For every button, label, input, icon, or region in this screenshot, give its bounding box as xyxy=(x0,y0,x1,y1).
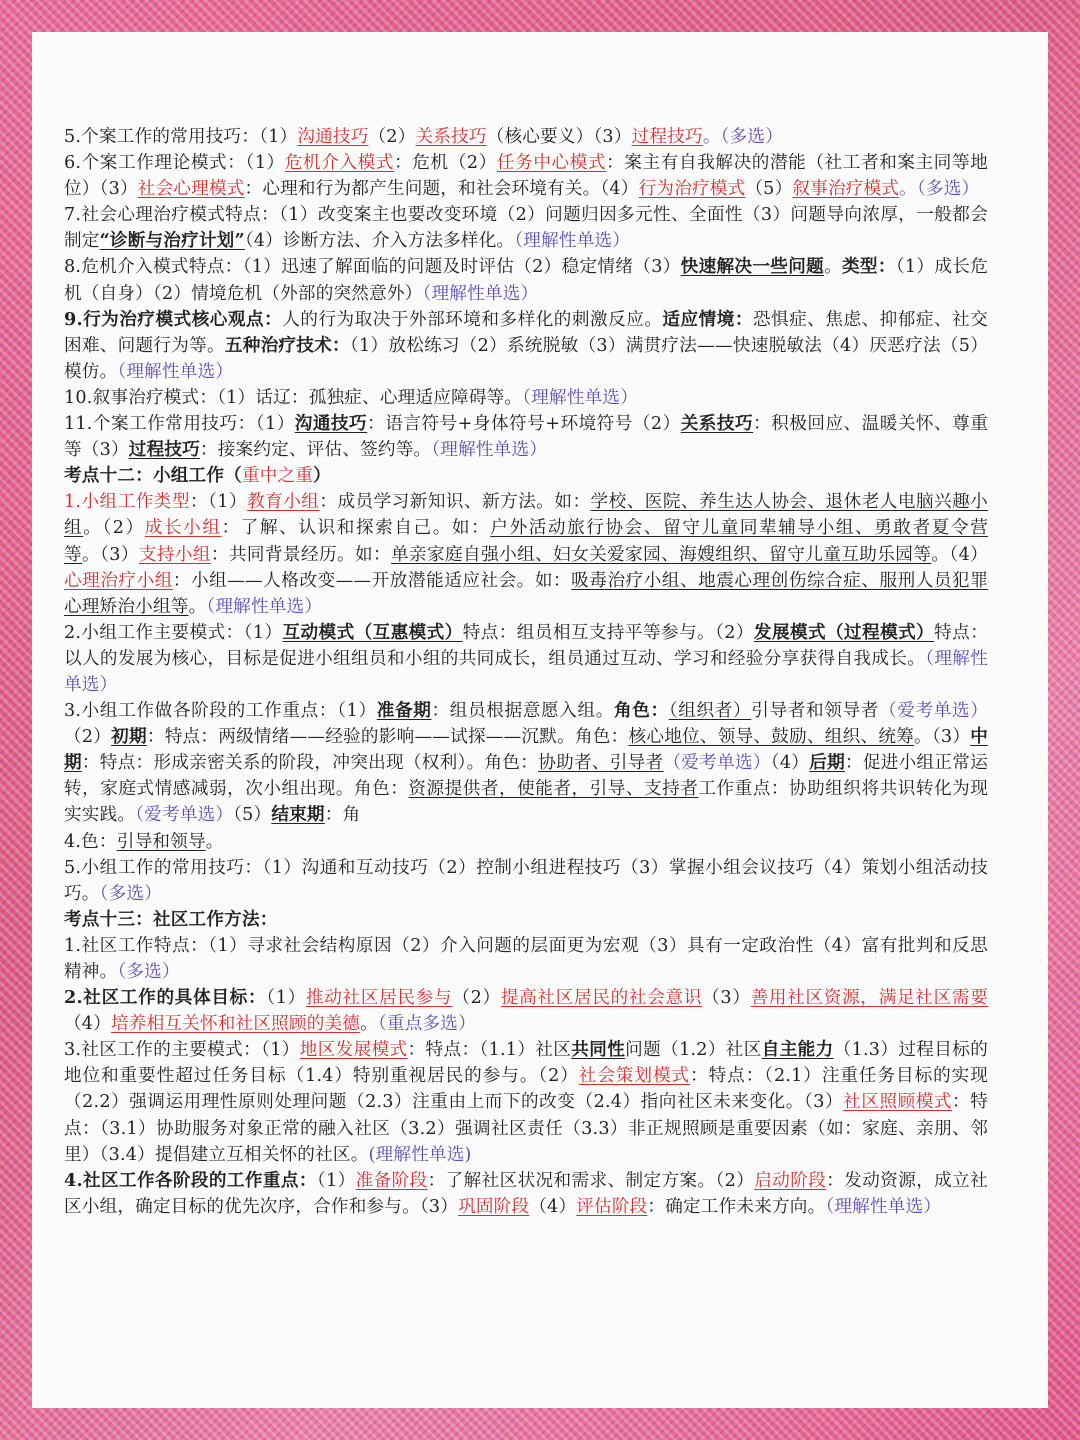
question-type-tag: （理解性单选） xyxy=(522,387,638,408)
note-text: ：了解、认识和探索自己。如： xyxy=(221,518,491,539)
key-term-highlight: 提高社区居民的社会意识 xyxy=(500,988,703,1009)
question-type-tag: （理解性单选） xyxy=(64,648,988,695)
question-type-tag: (理解性单选) xyxy=(368,1144,472,1165)
note-text: 5.个案工作的常用技巧：（1） xyxy=(64,127,298,147)
bold-heading-text: 2.社区工作的具体目标： xyxy=(64,987,267,1009)
underlined-term: 结束期 xyxy=(271,804,325,826)
question-type-tag: 。（多选） xyxy=(702,127,783,147)
note-paragraph xyxy=(64,1168,988,1220)
note-text: （2） xyxy=(368,127,416,147)
note-text: 。（2） xyxy=(83,518,145,539)
note-text: ：成员学习新知识、新方法。如： xyxy=(319,492,591,513)
bold-heading-text: 9.行为治疗模式核心观点： xyxy=(64,308,283,330)
key-term-highlight: 准备阶段 xyxy=(355,1170,428,1191)
note-text: 。 xyxy=(360,1014,378,1035)
note-text: 10.叙事治疗模式：（1）话辽：孤独症、心理适应障碍等。 xyxy=(64,387,523,408)
note-text: 。（3） xyxy=(914,727,971,748)
note-page xyxy=(32,32,1048,1408)
note-paragraph xyxy=(64,855,988,907)
bold-heading-text: 适应情境： xyxy=(662,308,753,330)
question-type-tag: （理解性单选） xyxy=(206,596,323,617)
underlined-term: 后期 xyxy=(809,752,845,774)
note-text: ：（1） xyxy=(189,492,248,513)
note-text: 引导者和领导者 xyxy=(751,701,879,722)
key-term-highlight: 任务中心模式 xyxy=(496,153,607,174)
note-text: 。 xyxy=(188,596,207,617)
key-term-highlight: 关系技巧 xyxy=(415,127,487,147)
note-text: （1）放松练习（2）系统脱敏（3）满贯疗法——快速脱敏法（4）厌恶疗法（5）模仿。 xyxy=(64,335,988,382)
key-term-highlight: 过程技巧 xyxy=(631,127,703,147)
note-text: ：特点：（1.1）社区 xyxy=(407,1040,572,1061)
note-text: ：角 xyxy=(324,805,361,826)
note-text: ：组员根据意愿入组。 xyxy=(431,701,614,722)
underlined-term: 单亲家庭自强小组、妇女关爱家园、海嫂组织、留守儿童互助乐园等 xyxy=(391,544,932,565)
note-text: ：特点：形成亲密关系的阶段，冲突出现（权利）。角色： xyxy=(81,753,539,774)
question-type-tag: （多选） xyxy=(99,883,162,904)
note-text: 特点：组员相互支持平等参与。（2） xyxy=(462,622,754,643)
note-text: ：了解社区状况和需求、制定方案。（2） xyxy=(427,1170,755,1191)
key-term-highlight: 成长小组 xyxy=(144,518,222,539)
note-paragraph xyxy=(64,150,988,202)
note-text: ：发动资源，成立社区小组，确定目标的优先次序，合作和参与。（3） xyxy=(64,1170,988,1217)
note-text: （核心要义）（3） xyxy=(486,127,632,147)
note-text: 7.社会心理治疗模式特点：（1）改变案主也要改变环境（2）问题归因多元性、全面性（3）问题导向浓厚，一般都会制定 xyxy=(64,205,988,252)
question-type-tag: （理解性单选） xyxy=(422,283,539,304)
note-text: ：案主有自我解决的潜能（社工者和案主同等地位）（3） xyxy=(64,153,989,200)
note-paragraph xyxy=(64,829,988,855)
bold-heading-text: 角色： xyxy=(613,700,669,722)
bold-heading-text: 五种治疗技术： xyxy=(224,334,350,356)
note-paragraph xyxy=(64,124,988,150)
underlined-term: 关系技巧 xyxy=(680,413,754,435)
key-term-highlight: 危机介入模式 xyxy=(284,153,395,174)
note-paragraph xyxy=(64,489,988,619)
note-text: ：接案约定、评估、签约等。 xyxy=(199,440,432,461)
key-term-highlight: 地区发展模式 xyxy=(299,1040,408,1061)
bold-heading-text: 4.社区工作各阶段的工作重点： xyxy=(64,1169,317,1191)
note-paragraph xyxy=(64,1037,988,1167)
bold-heading-text: 考点十二：小组工作（ xyxy=(64,465,242,487)
note-text: 。 xyxy=(824,257,842,278)
note-text: ：特点：（2.1）注重任务目标的实现（2.2）强调运用理性原则处理问题（2.3）注重由上而下的改变（2.4）指向社区未来变化。（3） xyxy=(64,1066,988,1113)
underlined-term: “诊断与治疗计划” xyxy=(99,230,245,252)
underlined-term: 过程技巧 xyxy=(128,439,200,461)
question-type-tag: （理解性单选） xyxy=(117,361,234,382)
note-paragraph xyxy=(64,254,988,306)
note-text: （2） xyxy=(64,727,112,748)
note-text: 恐惧症、焦虑、抑郁症、社交困难、问题行为等。 xyxy=(64,309,988,356)
key-term-highlight: 善用社区资源，满足社区需要 xyxy=(750,988,988,1009)
note-paragraph xyxy=(64,907,988,933)
study-notes xyxy=(64,124,988,1220)
note-paragraph xyxy=(64,202,988,254)
note-paragraph xyxy=(64,307,988,385)
note-text: ：语言符号+身体符号+环境符号（2） xyxy=(367,414,681,435)
underlined-term: 协助者、引导者 xyxy=(538,753,664,774)
note-text: 11.个案工作常用技巧：（1） xyxy=(64,414,295,435)
key-term-highlight: 评估阶段 xyxy=(576,1196,648,1217)
note-text: 工作重点：协助组织将共识转化为现实实践。 xyxy=(64,779,988,826)
underlined-term: 资源提供者，使能者，引导、支持者 xyxy=(408,779,699,800)
note-text: 1.社区工作特点：（1）寻求社会结构原因（2）介入问题的层面更为宏观（3）具有一定政治性（4）富有批判和反思精神。 xyxy=(64,935,988,982)
question-type-tag: （爱考单选） xyxy=(135,805,234,826)
bold-heading-text: 考点十三：社区工作方法： xyxy=(64,908,278,930)
note-text: 8.危机介入模式特点：（1）迅速了解面临的问题及时评估（2）稳定情绪（3） xyxy=(64,257,681,278)
key-term-highlight: 叙事治疗模式 xyxy=(792,179,900,200)
question-type-tag: 。（多选） xyxy=(899,179,980,200)
note-text: 。 xyxy=(205,831,224,852)
underlined-term: 户外活动旅行协会、留守儿童同辈辅导小组、勇敢者夏令营等 xyxy=(64,518,988,565)
key-term-highlight: 教育小组 xyxy=(247,492,320,513)
bold-heading-text: 类型： xyxy=(842,256,896,278)
underlined-term: 准备期 xyxy=(376,700,432,722)
note-text: 3.社区工作的主要模式：（1） xyxy=(64,1040,300,1061)
note-text: 。（4） xyxy=(931,544,988,565)
note-text: ：共同背景经历。如： xyxy=(210,544,392,565)
question-type-tag: （多选） xyxy=(117,962,180,982)
note-text: 3.小组工作做各阶段的工作重点：（1） xyxy=(64,701,377,722)
key-term-highlight: 1.小组工作类型 xyxy=(64,492,190,513)
note-text: 特点：以人的发展为核心，目标是促进小组组员和小组的共同成长，组员通过互动、学习和经验分享获得自我成长。 xyxy=(64,622,988,669)
question-type-tag: （理解性单选） xyxy=(825,1196,942,1217)
key-term-highlight: 支持小组 xyxy=(138,544,211,565)
note-text: （4） xyxy=(529,1196,577,1217)
question-type-tag: （爱考单选） xyxy=(663,753,771,774)
note-paragraph xyxy=(64,385,988,411)
note-text: ：特点：（3.1）协助服务对象正常的融入社区（3.2）强调社区责任（3.3）非正规照顾是重要因素（如：家庭、亲朋、邻里）（3.4）提倡建立互相关怀的社区。 xyxy=(64,1092,989,1165)
underlined-term: （组织者） xyxy=(668,701,752,722)
question-type-tag: （重点多选） xyxy=(377,1014,476,1035)
note-text: 4.色： xyxy=(64,831,117,852)
underlined-term: 快速解决一些问题 xyxy=(680,256,825,278)
key-term-highlight: 社会心理模式 xyxy=(137,179,245,200)
note-paragraph xyxy=(64,620,988,698)
note-text: （4） xyxy=(770,753,810,774)
note-text: ：危机（2） xyxy=(394,153,497,174)
underlined-term: 沟通技巧 xyxy=(294,413,368,435)
underlined-term: 互动模式（互惠模式） xyxy=(282,621,463,643)
note-paragraph xyxy=(64,411,988,463)
underlined-term: 核心地位、领导、鼓励、组织、统筹 xyxy=(628,727,915,748)
note-text: （2） xyxy=(452,988,501,1009)
underlined-term: 中期 xyxy=(64,726,989,774)
note-text: 5.小组工作的常用技巧：（1）沟通和互动技巧（2）控制小组进程技巧（3）掌握小组会议技巧（4）策划小组活动技巧。 xyxy=(64,857,988,904)
note-text: ：特点：两级情绪——经验的影响——试探——沉默。角色： xyxy=(146,727,629,748)
note-text: （1） xyxy=(316,1170,356,1191)
note-text: （1.3）过程目标的地位和重要性超过任务目标（1.4）特别重视居民的参与。（2） xyxy=(64,1040,988,1087)
underlined-term: 引导和领导 xyxy=(116,831,206,852)
underlined-term: 吸毒治疗小组、地震心理创伤综合症、服刑人员犯罪心理矫治小组等 xyxy=(64,570,988,617)
note-text: ：确定工作未来方向。 xyxy=(647,1196,826,1217)
key-term-highlight: 社区照顾模式 xyxy=(843,1092,953,1113)
key-term-highlight: 巩固阶段 xyxy=(458,1196,530,1217)
underlined-term: 初期 xyxy=(111,726,147,748)
note-text: 6.个案工作理论模式：（1） xyxy=(64,153,285,174)
key-term-highlight: 社会策划模式 xyxy=(578,1066,691,1087)
note-paragraph xyxy=(64,463,988,489)
note-paragraph xyxy=(64,933,988,985)
note-text: （1）成长危机（自身）（2）情境危机（外部的突然意外） xyxy=(64,257,988,304)
underlined-term: 发展模式（过程模式） xyxy=(753,621,935,643)
note-text: （4）诊断方法、介入方法多样化。 xyxy=(244,231,515,252)
key-term-highlight: 重中之重 xyxy=(241,466,314,487)
note-paragraph xyxy=(64,985,988,1037)
bold-heading-text: ） xyxy=(313,465,331,487)
key-term-highlight: 行为治疗模式 xyxy=(638,179,746,200)
key-term-highlight: 培养相互关怀和社区照顾的美德 xyxy=(110,1014,361,1035)
note-text: （4） xyxy=(64,1014,111,1035)
question-type-tag: （爱考单选） xyxy=(878,701,989,722)
note-text: 人的行为取决于外部环境和多样化的刺激反应。 xyxy=(282,309,663,330)
underlined-term: 自主能力 xyxy=(761,1039,834,1061)
underlined-term: 学校、医院、养生达人协会、退休老人电脑兴趣小组 xyxy=(64,492,988,539)
note-text: ：促进小组正常运转，家庭式情感减弱，次小组出现。角色： xyxy=(64,753,988,800)
note-text: （5） xyxy=(233,805,272,826)
key-term-highlight: 沟通技巧 xyxy=(297,127,369,147)
note-text: ：心理和行为都产生问题，和社会环境有关。（4） xyxy=(244,179,639,200)
note-text: （1） xyxy=(266,988,306,1009)
note-paragraph xyxy=(64,698,988,828)
question-type-tag: （理解性单选） xyxy=(431,440,548,461)
note-text: （3） xyxy=(702,988,751,1009)
note-text: 问题（1.2）社区 xyxy=(625,1040,762,1061)
key-term-highlight: 心理治疗小组 xyxy=(64,570,173,591)
note-text: ：小组——人格改变——开放潜能适应社会。如： xyxy=(172,570,572,591)
note-text: 。（3） xyxy=(82,544,139,565)
note-text: ：积极回应、温暖关怀、尊重等（3） xyxy=(64,414,988,461)
key-term-highlight: 启动阶段 xyxy=(754,1170,827,1191)
key-term-highlight: 推动社区居民参与 xyxy=(305,988,453,1009)
underlined-term: 共同性 xyxy=(571,1039,626,1061)
note-text: 2.小组工作主要模式：（1） xyxy=(64,622,283,643)
question-type-tag: （理解性单选） xyxy=(514,231,631,252)
note-text: （5） xyxy=(745,179,793,200)
